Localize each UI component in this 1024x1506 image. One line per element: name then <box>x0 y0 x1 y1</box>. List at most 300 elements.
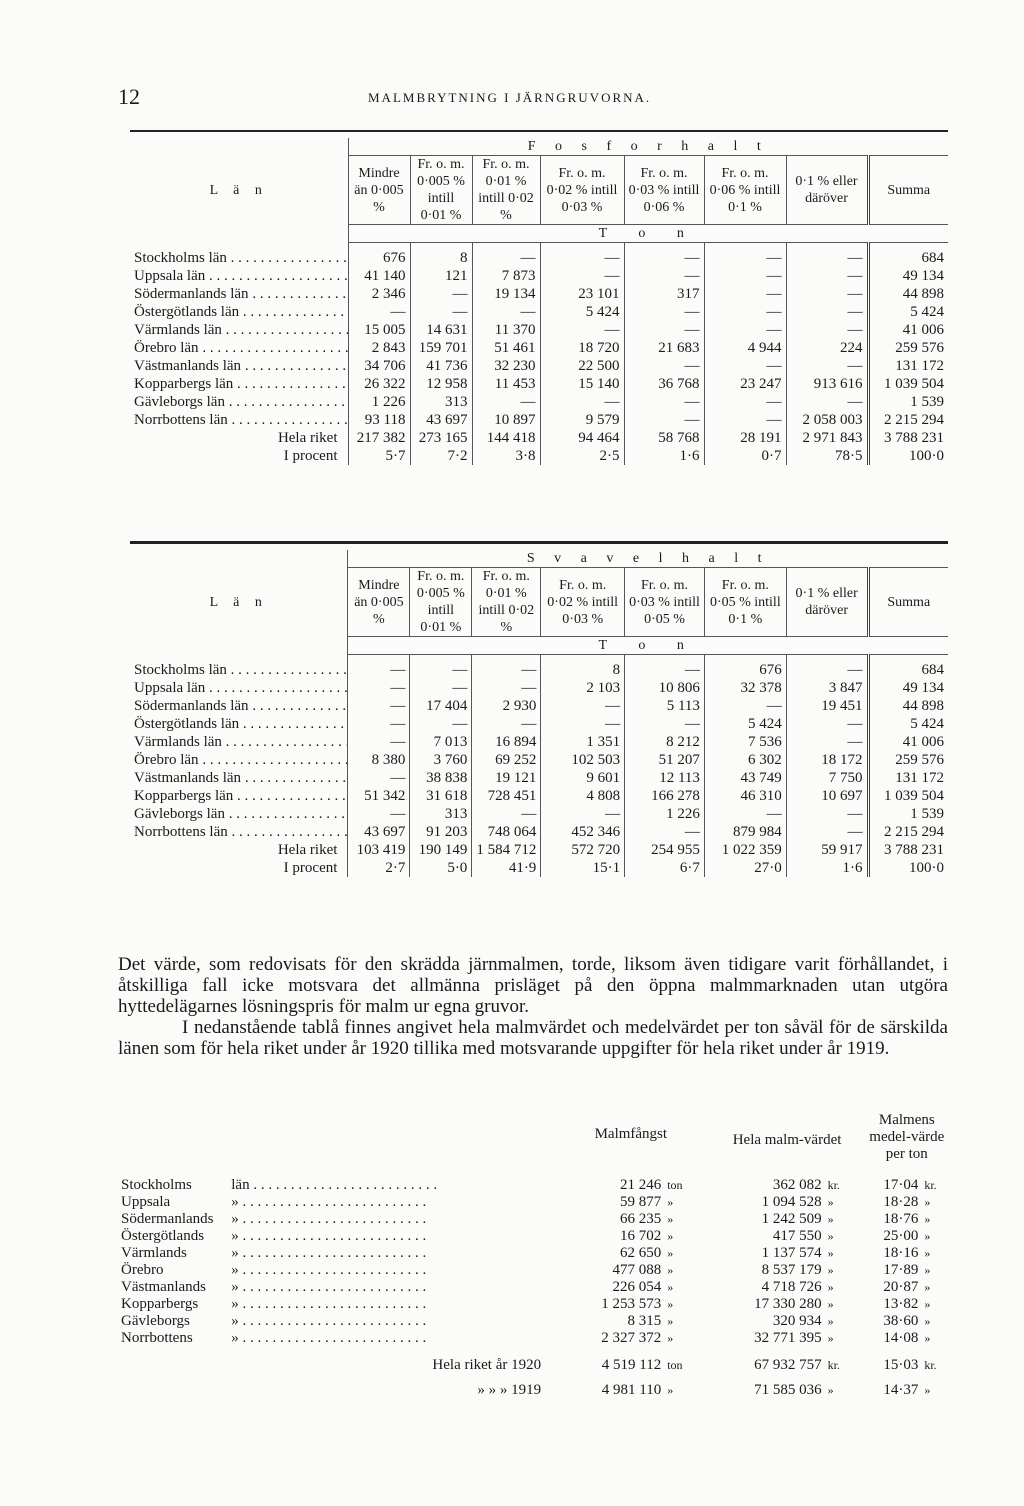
table-cell: 728 451 <box>472 787 541 805</box>
value-table <box>118 1112 950 1399</box>
county-label: Västmanlands län . . . <box>134 358 348 374</box>
total-label: » » » 1919 <box>477 1382 542 1398</box>
table-cell: 34 706 <box>348 357 410 375</box>
mean-unit: » <box>924 1297 931 1311</box>
county-name <box>130 321 348 339</box>
total-catch: 4 981 110 <box>601 1382 662 1398</box>
table-cell: — <box>625 655 705 680</box>
county-suffix-cell <box>228 1228 551 1245</box>
table-cell: 7 536 <box>704 733 786 751</box>
table-cell: 7 750 <box>786 769 868 787</box>
table-cell: — <box>624 393 704 411</box>
county-suffix-cell <box>228 1211 551 1228</box>
table-row <box>130 823 948 841</box>
column-header: Fr. o. m. 0·03 % intill 0·05 % <box>625 568 705 637</box>
table-cell: 8 212 <box>625 733 705 751</box>
total-cell: 3 788 231 <box>868 841 948 859</box>
table-cell: 102 503 <box>541 751 625 769</box>
total-value: 67 932 757 <box>754 1357 822 1373</box>
table-cell: — <box>704 697 786 715</box>
county-label: Östergötlands län . . . <box>134 716 348 732</box>
table-cell: — <box>786 733 868 751</box>
value-cell: 1 242 509 <box>761 1211 822 1227</box>
mean-header: Malmens medel-värde per ton <box>869 1112 945 1162</box>
table-cell: — <box>410 679 472 697</box>
mean-cell: 14·08 <box>883 1330 919 1346</box>
table-cell: 15 140 <box>540 375 624 393</box>
table-row <box>130 303 948 321</box>
percent-row <box>130 447 948 465</box>
catch-cell: 226 054 <box>612 1279 662 1295</box>
county-name <box>130 787 348 805</box>
percent-cell: 2·7 <box>348 859 410 877</box>
county-name <box>130 769 348 787</box>
table-row <box>130 715 948 733</box>
table-cell: — <box>410 303 472 321</box>
county-suffix-cell <box>228 1245 551 1262</box>
table-row <box>130 357 948 375</box>
unit-label: T o n <box>348 637 948 655</box>
total-cell: 28 191 <box>704 429 786 447</box>
table-cell: 23 247 <box>704 375 786 393</box>
mean-unit: » <box>924 1246 931 1260</box>
column-header: Fr. o. m. 0·02 % intill 0·03 % <box>540 156 624 225</box>
county-label: Östergötlands län . . . <box>134 304 348 320</box>
mean-cell: 17·04 <box>883 1177 919 1193</box>
catch-unit: » <box>667 1331 674 1345</box>
percent-cell: 3·8 <box>472 447 540 465</box>
county-name <box>130 267 348 285</box>
table-cell: 26 322 <box>348 375 410 393</box>
table-cell: 41 006 <box>868 733 948 751</box>
county-suffix-cell <box>228 1279 551 1296</box>
total-value: 71 585 036 <box>754 1382 822 1398</box>
table-cell: — <box>540 243 624 268</box>
unit-label: T o n <box>348 225 948 243</box>
table-cell: — <box>472 679 541 697</box>
value-cell: 1 137 574 <box>761 1245 822 1261</box>
percent-cell: 6·7 <box>625 859 705 877</box>
table-cell: — <box>786 285 868 303</box>
value-header: Hela malm-värdet <box>732 1132 842 1148</box>
percent-cell: 1·6 <box>786 859 868 877</box>
county-label: Norrbottens län . . . <box>134 412 348 428</box>
table-cell: — <box>540 393 624 411</box>
table-cell: — <box>348 303 410 321</box>
table-cell: 3 847 <box>786 679 868 697</box>
percent-cell: 2·5 <box>540 447 624 465</box>
total-cell: 1 022 359 <box>704 841 786 859</box>
county-name <box>130 733 348 751</box>
table-cell: 8 380 <box>348 751 410 769</box>
column-header: Mindre än 0·005 % <box>348 156 410 225</box>
table-cell: — <box>624 321 704 339</box>
table-row <box>130 751 948 769</box>
total-label: Hela riket år 1920 <box>432 1357 542 1373</box>
county-label: Uppsala län . . . <box>134 680 348 696</box>
county-suffix-cell <box>228 1296 551 1313</box>
county-name <box>130 285 348 303</box>
county-suffix: » . . . <box>231 1279 426 1295</box>
table-cell: — <box>786 303 868 321</box>
table-cell: 1 039 504 <box>868 787 948 805</box>
value-unit: » <box>827 1195 834 1209</box>
table-cell: 121 <box>410 267 472 285</box>
table-cell: 2 215 294 <box>868 411 948 429</box>
table-cell: 2 843 <box>348 339 410 357</box>
percent-label: I procent <box>283 860 338 876</box>
column-header: Fr. o. m. 0·01 % intill 0·02 % <box>472 156 540 225</box>
table-cell: — <box>786 655 868 680</box>
table-cell: 10 806 <box>625 679 705 697</box>
county-suffix: » . . . <box>231 1330 426 1346</box>
table-cell: — <box>472 243 540 268</box>
total-catch: 4 519 112 <box>601 1357 662 1373</box>
county-suffix: » . . . <box>231 1228 426 1244</box>
total-value-unit: kr. <box>827 1358 840 1372</box>
table-cell: 7 013 <box>410 733 472 751</box>
value-unit: » <box>827 1212 834 1226</box>
mean-cell: 38·60 <box>883 1313 919 1329</box>
table-cell: — <box>472 715 541 733</box>
table-cell: 684 <box>868 243 948 268</box>
value-row <box>118 1262 950 1279</box>
table-row <box>130 321 948 339</box>
table-cell: 2 103 <box>541 679 625 697</box>
total-mean-unit: » <box>924 1383 931 1397</box>
table-cell: — <box>704 805 786 823</box>
table-row <box>130 769 948 787</box>
county-suffix: » . . . <box>231 1296 426 1312</box>
table-cell: 31 618 <box>410 787 472 805</box>
total-mean: 15·03 <box>883 1357 919 1373</box>
total-row <box>130 429 948 447</box>
table-cell: 41 736 <box>410 357 472 375</box>
table-cell: — <box>704 357 786 375</box>
table-row <box>130 375 948 393</box>
table-row <box>130 679 948 697</box>
value-row <box>118 1279 950 1296</box>
table-cell: — <box>540 321 624 339</box>
value-unit: » <box>827 1246 834 1260</box>
table-cell: 313 <box>410 393 472 411</box>
mean-unit: kr. <box>924 1178 937 1192</box>
paragraph-1: Det värde, som redovisats för den skrädda järnmalmen, torde, liksom även tidigare varit förhållandet, i åtskilliga fall icke motsvara det allmänna prisläget på den öppna malmmarknaden utan utgöra hyttedelägarnes lösningspris för malm ur egna gruvor. <box>118 954 948 1017</box>
county-name <box>130 715 348 733</box>
table-cell: — <box>704 243 786 268</box>
table-cell: 8 <box>541 655 625 680</box>
county-name: Stockholms <box>121 1177 192 1193</box>
table-cell: 1 039 504 <box>868 375 948 393</box>
table-cell: 3 760 <box>410 751 472 769</box>
table-cell: 49 134 <box>868 679 948 697</box>
percent-cell: 15·1 <box>541 859 625 877</box>
table-cell: — <box>786 321 868 339</box>
table-cell: 676 <box>704 655 786 680</box>
table-cell: — <box>348 805 410 823</box>
group-title: F o s f o r h a l t <box>348 138 948 156</box>
table-cell: 14 631 <box>410 321 472 339</box>
percent-cell: 1·6 <box>624 447 704 465</box>
mean-unit: » <box>924 1212 931 1226</box>
value-cell: 1 094 528 <box>761 1194 822 1210</box>
table-row <box>130 655 948 680</box>
table-cell: 36 768 <box>624 375 704 393</box>
total-cell: 1 584 712 <box>472 841 541 859</box>
value-cell: 320 934 <box>772 1313 822 1329</box>
total-cell: 572 720 <box>541 841 625 859</box>
table-row <box>130 697 948 715</box>
county-suffix: » . . . <box>231 1262 426 1278</box>
table-cell: 224 <box>786 339 868 357</box>
mean-cell: 17·89 <box>883 1262 919 1278</box>
column-header: Mindre än 0·005 % <box>348 568 410 637</box>
county-name: Värmlands <box>121 1245 187 1261</box>
table-cell: — <box>410 655 472 680</box>
percent-cell: 5·0 <box>410 859 472 877</box>
table-cell: — <box>540 267 624 285</box>
table-cell: 44 898 <box>868 697 948 715</box>
total-label: Hela riket <box>277 842 338 858</box>
table-cell: 91 203 <box>410 823 472 841</box>
percent-cell: 0·7 <box>704 447 786 465</box>
total-row <box>130 841 948 859</box>
table-cell: 259 576 <box>868 339 948 357</box>
column-header: Fr. o. m. 0·01 % intill 0·02 % <box>472 568 541 637</box>
table-cell: 317 <box>624 285 704 303</box>
table-cell: — <box>348 655 410 680</box>
header-row <box>130 550 948 568</box>
mean-unit: » <box>924 1263 931 1277</box>
table-cell: — <box>625 823 705 841</box>
total-mean-unit: kr. <box>924 1358 937 1372</box>
county-label: Örebro län . . . <box>134 340 348 356</box>
table-cell: 12 958 <box>410 375 472 393</box>
value-total-row <box>118 1374 950 1399</box>
column-header: 0·1 % eller däröver <box>786 568 868 637</box>
table-cell: — <box>704 303 786 321</box>
county-name <box>130 357 348 375</box>
table-cell: 49 134 <box>868 267 948 285</box>
table-row <box>130 411 948 429</box>
county-label: Uppsala län . . . <box>134 268 348 284</box>
table-cell: 46 310 <box>704 787 786 805</box>
county-label: Södermanlands län . . . <box>134 698 348 714</box>
county-name <box>130 411 348 429</box>
table-cell: — <box>410 715 472 733</box>
table-cell: 313 <box>410 805 472 823</box>
table-cell: 32 378 <box>704 679 786 697</box>
percent-cell: 78·5 <box>786 447 868 465</box>
table-cell: — <box>472 655 541 680</box>
total-cell: 217 382 <box>348 429 410 447</box>
county-name <box>130 339 348 357</box>
table-cell: — <box>624 357 704 375</box>
table-cell: — <box>541 697 625 715</box>
county-name <box>130 655 348 680</box>
table-cell: 38 838 <box>410 769 472 787</box>
county-name: Gävleborgs <box>121 1313 190 1329</box>
table-cell: — <box>786 805 868 823</box>
catch-cell: 477 088 <box>612 1262 662 1278</box>
total-cell: 59 917 <box>786 841 868 859</box>
column-header: Summa <box>868 568 948 637</box>
table-cell: 11 453 <box>472 375 540 393</box>
value-unit: » <box>827 1331 834 1345</box>
table-row <box>130 805 948 823</box>
mean-cell: 18·16 <box>883 1245 919 1261</box>
county-name: Västmanlands <box>121 1279 206 1295</box>
table-cell: 452 346 <box>541 823 625 841</box>
catch-cell: 62 650 <box>619 1245 662 1261</box>
table-cell: 5 424 <box>868 715 948 733</box>
column-header: Fr. o. m. 0·05 % intill 0·1 % <box>704 568 786 637</box>
table-cell: 131 172 <box>868 357 948 375</box>
table-cell: — <box>786 243 868 268</box>
table-cell: 5 113 <box>625 697 705 715</box>
county-name: Örebro <box>121 1262 164 1278</box>
county-name <box>130 303 348 321</box>
catch-cell: 66 235 <box>619 1211 662 1227</box>
group-title: S v a v e l h a l t <box>348 550 948 568</box>
table-cell: — <box>704 267 786 285</box>
county-name <box>130 375 348 393</box>
table-row <box>130 787 948 805</box>
mean-unit: » <box>924 1331 931 1345</box>
table-cell: 684 <box>868 655 948 680</box>
separator-rule <box>130 541 948 544</box>
county-suffix: » . . . <box>231 1211 426 1227</box>
county-suffix-cell <box>228 1262 551 1279</box>
county-name: Norrbottens <box>121 1330 193 1346</box>
table-cell: — <box>786 715 868 733</box>
table-cell: — <box>704 321 786 339</box>
county-name: Kopparbergs <box>121 1296 199 1312</box>
table-cell: 16 894 <box>472 733 541 751</box>
table-cell: 4 808 <box>541 787 625 805</box>
header-row <box>130 138 948 156</box>
table-row <box>130 339 948 357</box>
table-cell: — <box>625 715 705 733</box>
table-cell: 44 898 <box>868 285 948 303</box>
table-cell: 2 346 <box>348 285 410 303</box>
table-cell: — <box>541 715 625 733</box>
table-cell: 22 500 <box>540 357 624 375</box>
percent-cell: 100·0 <box>868 447 948 465</box>
county-suffix-cell <box>228 1313 551 1330</box>
county-label: Örebro län . . . <box>134 752 348 768</box>
table-cell: 17 404 <box>410 697 472 715</box>
sulphur-table <box>130 550 948 877</box>
total-cell: 190 149 <box>410 841 472 859</box>
table-cell: 43 749 <box>704 769 786 787</box>
mean-cell: 18·76 <box>883 1211 919 1227</box>
table-cell: — <box>704 393 786 411</box>
mean-cell: 13·82 <box>883 1296 919 1312</box>
catch-cell: 1 253 573 <box>601 1296 662 1312</box>
table-cell: — <box>704 411 786 429</box>
table-cell: 51 342 <box>348 787 410 805</box>
percent-row <box>130 859 948 877</box>
blank-header <box>118 1112 551 1169</box>
value-unit: » <box>827 1280 834 1294</box>
table-row <box>130 285 948 303</box>
county-label: Kopparbergs län . . . <box>134 376 348 392</box>
county-name: Södermanlands <box>121 1211 214 1227</box>
table-cell: 12 113 <box>625 769 705 787</box>
table-cell: 5 424 <box>540 303 624 321</box>
table-cell: 43 697 <box>348 823 410 841</box>
catch-cell: 2 327 372 <box>601 1330 662 1346</box>
mean-cell: 25·00 <box>883 1228 919 1244</box>
catch-unit: » <box>667 1229 674 1243</box>
table-cell: — <box>541 805 625 823</box>
value-row <box>118 1169 950 1194</box>
column-header: Fr. o. m. 0·02 % intill 0·03 % <box>541 568 625 637</box>
table-cell: 2 215 294 <box>868 823 948 841</box>
value-unit: » <box>827 1229 834 1243</box>
catch-cell: 59 877 <box>619 1194 662 1210</box>
table-cell: 18 172 <box>786 751 868 769</box>
county-label: Värmlands län . . . <box>134 322 348 338</box>
value-cell: 417 550 <box>772 1228 822 1244</box>
table-cell: 5 424 <box>704 715 786 733</box>
mean-unit: » <box>924 1229 931 1243</box>
county-suffix: län . . . <box>231 1177 437 1193</box>
value-cell: 17 330 280 <box>754 1296 822 1312</box>
county-label: Södermanlands län . . . <box>134 286 348 302</box>
table-cell: 913 616 <box>786 375 868 393</box>
table-cell: — <box>348 679 410 697</box>
value-row <box>118 1296 950 1313</box>
total-value-unit: » <box>827 1383 834 1397</box>
county-suffix: » . . . <box>231 1194 426 1210</box>
column-header: 0·1 % eller däröver <box>786 156 868 225</box>
county-label: Gävleborgs län . . . <box>134 806 348 822</box>
percent-cell: 7·2 <box>410 447 472 465</box>
catch-unit: » <box>667 1195 674 1209</box>
table-cell: — <box>348 733 410 751</box>
table-cell: 1 539 <box>868 393 948 411</box>
running-title: MALMBRYTNING I JÄRNGRUVORNA. <box>368 90 652 105</box>
table-cell: 23 101 <box>540 285 624 303</box>
total-catch-unit: » <box>667 1383 674 1397</box>
catch-unit: » <box>667 1280 674 1294</box>
table-cell: 131 172 <box>868 769 948 787</box>
percent-label: I procent <box>283 448 338 464</box>
county-label: Stockholms län . . . <box>134 662 348 678</box>
mean-cell: 18·28 <box>883 1194 919 1210</box>
percent-cell: 5·7 <box>348 447 410 465</box>
table-cell: — <box>624 303 704 321</box>
value-row <box>118 1228 950 1245</box>
table-cell: 41 006 <box>868 321 948 339</box>
total-cell: 58 768 <box>624 429 704 447</box>
catch-unit: ton <box>667 1178 683 1192</box>
county-label: Värmlands län . . . <box>134 734 348 750</box>
catch-cell: 8 315 <box>627 1313 662 1329</box>
value-unit: » <box>827 1297 834 1311</box>
phosphorus-table <box>130 138 948 465</box>
table-cell: 18 720 <box>540 339 624 357</box>
total-cell: 254 955 <box>625 841 705 859</box>
table-cell: 21 683 <box>624 339 704 357</box>
table-cell: 879 984 <box>704 823 786 841</box>
column-header: Fr. o. m. 0·06 % intill 0·1 % <box>704 156 786 225</box>
table-row <box>130 393 948 411</box>
percent-cell: 41·9 <box>472 859 541 877</box>
county-label: Norrbottens län . . . <box>134 824 348 840</box>
